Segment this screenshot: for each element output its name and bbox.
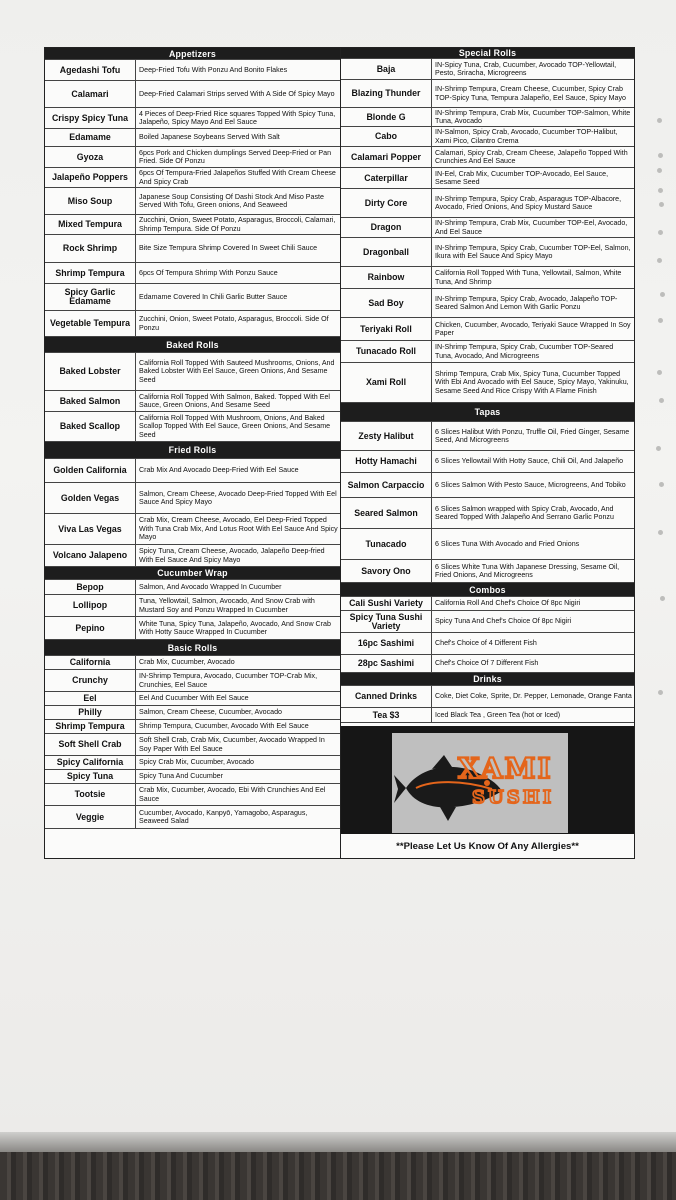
item-description: Coke, Diet Coke, Sprite, Dr. Pepper, Lemonade, Orange Fanta	[435, 692, 632, 701]
item-description: IN-Shrimp Tempura, Avocado, Cucumber TOP-Crab Mix, Crunchies, Eel Sauce	[139, 672, 318, 689]
item-name: California	[45, 656, 136, 669]
item-name: Pepino	[45, 617, 136, 639]
menu-item-calamari	[45, 81, 340, 108]
item-name: Eel	[45, 692, 136, 705]
menu-item-jalape-o-poppers	[45, 168, 340, 188]
item-name: Dragonball	[341, 238, 432, 266]
item-description: IN-Salmon, Spicy Crab, Avocado, Cucumber TOP-Halibut, Xami Pico, Cilantro Crema	[435, 128, 618, 145]
menu-item-zesty-halibut	[341, 422, 634, 451]
item-description: Shrimp Tempura, Crab Mix, Spicy Tuna, Cucumber Topped With Ebi And Avocado with Eel Sauce, Spicy Mayo, Yakinuku, Sesame Seed And Rice Crispy With A Flame Finish	[435, 369, 629, 395]
item-description: Calamari, Spicy Crab, Cream Cheese, Jalapeño Topped With Crunchies And Eel Sauce	[435, 148, 628, 165]
item-description: California Roll And Chef's Choice Of 8pc Nigiri	[435, 599, 581, 608]
menu-table	[44, 47, 635, 859]
menu-item-soft-shell-crab	[45, 734, 340, 756]
menu-item-tunacado	[341, 529, 634, 560]
menu-item-california	[45, 656, 340, 670]
item-description: IN-Shrimp Tempura, Spicy Crab, Asparagus TOP-Albacore, Avocado, Fried Onions, And Spicy Mustard Sauce	[435, 194, 622, 211]
allergy-note: **Please Let Us Know Of Any Allergies**	[396, 840, 579, 852]
section-header-baked-rolls: Baked Rolls	[45, 337, 340, 353]
section-header-tapas: Tapas	[341, 403, 634, 422]
section-header-combos: Combos	[341, 583, 634, 597]
menu-item-baked-scallop	[45, 412, 340, 442]
menu-item-salmon-carpaccio	[341, 473, 634, 498]
menu-item-tunacado-roll	[341, 341, 634, 363]
item-description: 6 Slices Salmon With Pesto Sauce, Microgreens, And Tobiko	[435, 480, 626, 489]
item-name: Shrimp Tempura	[45, 263, 136, 283]
menu-item-seared-salmon	[341, 498, 634, 529]
menu-item-crispy-spicy-tuna	[45, 108, 340, 129]
item-description: IN-Shrimp Tempura, Spicy Crab, Cucumber TOP-Seared Tuna, Avocado, And Microgreens	[435, 343, 614, 360]
item-description: Salmon, Cream Cheese, Cucumber, Avocado	[139, 708, 282, 717]
item-name: Canned Drinks	[341, 686, 432, 707]
item-name: Golden Vegas	[45, 483, 136, 513]
menu-item-baked-salmon	[45, 391, 340, 412]
xami-sushi-logo	[392, 733, 568, 833]
menu-item-edamame	[45, 129, 340, 147]
menu-item-caterpillar	[341, 168, 634, 189]
menu-item-savory-ono	[341, 560, 634, 583]
menu-item-baja	[341, 59, 634, 80]
logo-background	[392, 733, 568, 833]
menu-item-rainbow	[341, 267, 634, 289]
item-description: Crab Mix, Cucumber, Avocado, Ebi With Crunchies And Eel Sauce	[139, 786, 326, 803]
section-header-basic-rolls: Basic Rolls	[45, 640, 340, 656]
menu-item-philly	[45, 706, 340, 720]
item-description: Deep-Fried Tofu With Ponzu And Bonito Flakes	[139, 65, 288, 74]
menu-item-vegetable-tempura	[45, 311, 340, 337]
menu-item-lollipop	[45, 595, 340, 617]
menu-item-dragonball	[341, 238, 634, 267]
item-name: Tea $3	[341, 708, 432, 722]
item-name: Crunchy	[45, 670, 136, 691]
item-name: Philly	[45, 706, 136, 719]
item-name: Crispy Spicy Tuna	[45, 108, 136, 128]
item-name: Volcano Jalapeno	[45, 545, 136, 566]
item-description: Iced Black Tea , Green Tea (hot or Iced)	[435, 710, 561, 719]
item-name: Baked Salmon	[45, 391, 136, 411]
item-name: Dirty Core	[341, 189, 432, 217]
item-name: Sad Boy	[341, 289, 432, 317]
item-description: IN-Shrimp Tempura, Spicy Crab, Avocado, Jalapeño TOP-Seared Salmon And Lemon With Garlic Ponzu	[435, 294, 618, 311]
item-description: California Roll Topped With Tuna, Yellowtail, Salmon, White Tuna, And Shrimp	[435, 269, 622, 286]
item-description: California Roll Topped With Salmon, Baked. Topped With Eel Sauce, Green Onions, And Sesame Seed	[139, 392, 330, 409]
item-description: Crab Mix And Avocado Deep-Fried With Eel Sauce	[139, 466, 299, 475]
item-name: Baja	[341, 59, 432, 79]
item-description: Spicy Crab Mix, Cucumber, Avocado	[139, 758, 254, 767]
item-description: Salmon, Cream Cheese, Avocado Deep-Fried Topped With Eel Sauce And Spicy Mayo	[139, 489, 337, 506]
menu-item-cali-sushi-variety	[341, 597, 634, 611]
item-name: Spicy Tuna	[45, 770, 136, 783]
item-description: Bite Size Tempura Shrimp Covered In Sweet Chili Sauce	[139, 244, 318, 253]
menu-item-eel	[45, 692, 340, 706]
item-description: Salmon, And Avocado Wrapped In Cucumber	[139, 582, 282, 591]
paper-edge	[0, 1132, 676, 1152]
item-description: 6 Slices Halibut With Ponzu, Truffle Oil, Fried Ginger, Sesame Seed, And Microgreens	[435, 427, 630, 444]
item-description: Edamame Covered In Chili Garlic Butter Sauce	[139, 292, 288, 301]
menu-item-shrimp-tempura	[45, 720, 340, 734]
menu-item-tootsie	[45, 784, 340, 806]
logo-panel	[341, 726, 634, 834]
menu-item-spicy-garlic-edamame	[45, 284, 340, 311]
item-name: Jalapeño Poppers	[45, 168, 136, 187]
item-name: Teriyaki Roll	[341, 318, 432, 340]
menu-item-28pc-sashimi	[341, 655, 634, 673]
item-description: Spicy Tuna And Cucumber	[139, 772, 223, 781]
item-name: Mixed Tempura	[45, 215, 136, 234]
item-description: 6pcs Of Tempura Shrimp With Ponzu Sauce	[139, 268, 278, 277]
item-description: IN-Shrimp Tempura, Crab Mix, Cucumber TOP-Salmon, White Tuna, Avocado	[435, 108, 631, 125]
item-description: 6 Slices White Tuna With Japanese Dressing, Sesame Oil, Fried Onions, And Microgreens	[435, 562, 620, 579]
item-name: Baked Scallop	[45, 412, 136, 441]
item-description: 6pcs Of Tempura-Fried Jalapeños Stuffed With Cream Cheese And Spicy Crab	[139, 169, 336, 186]
floor-background	[0, 1152, 676, 1200]
menu-item-shrimp-tempura	[45, 263, 340, 284]
item-description: 4 Pieces of Deep-Fried Rice squares Topped With Spicy Tuna, Jalapeño, Spicy Mayo And Eel Sauce	[139, 109, 336, 126]
item-name: Tunacado	[341, 529, 432, 559]
item-description: IN-Shrimp Tempura, Cream Cheese, Cucumber, Spicy Crab TOP-Spicy Tuna, Tempura Jalapeño, Eel Sauce, Spicy Mayo	[435, 85, 626, 102]
menu-column-left	[45, 48, 341, 858]
item-description: California Roll Topped With Mushroom, Onions, And Baked Scallop Topped With Eel Sauce, Green Onions, And Sesame Seed	[139, 413, 331, 439]
item-description: IN-Shrimp Tempura, Crab Mix, Cucumber TOP-Eel, Avocado, And Eel Sauce	[435, 219, 628, 236]
menu-item-blazing-thunder	[341, 80, 634, 108]
item-name: Bepop	[45, 580, 136, 594]
menu-item-spicy-tuna-sushi-variety	[341, 611, 634, 633]
item-name: 28pc Sashimi	[341, 655, 432, 672]
menu-item-xami-roll	[341, 363, 634, 403]
menu-item-spicy-california	[45, 756, 340, 770]
menu-item-hotty-hamachi	[341, 451, 634, 473]
menu-item-miso-soup	[45, 188, 340, 215]
item-name: Edamame	[45, 129, 136, 146]
menu-item-dragon	[341, 218, 634, 238]
item-name: Agedashi Tofu	[45, 60, 136, 80]
item-name: Cali Sushi Variety	[341, 597, 432, 610]
item-description: Soft Shell Crab, Crab Mix, Cucumber, Avocado Wrapped In Soy Paper With Eel Sauce	[139, 736, 325, 753]
item-name: Salmon Carpaccio	[341, 473, 432, 497]
item-name: Baked Lobster	[45, 353, 136, 390]
menu-item-rock-shrimp	[45, 235, 340, 263]
item-description: IN-Eel, Crab Mix, Cucumber TOP-Avocado, Eel Sauce, Sesame Seed	[435, 169, 609, 186]
item-name: Hotty Hamachi	[341, 451, 432, 472]
item-description: Chicken, Cucumber, Avocado, Teriyaki Sauce Wrapped In Soy Paper	[435, 320, 631, 337]
item-name: Calamari	[45, 81, 136, 107]
item-name: Spicy Tuna Sushi Variety	[341, 611, 432, 632]
menu-item-volcano-jalapeno	[45, 545, 340, 567]
item-name: Miso Soup	[45, 188, 136, 214]
item-name: Blonde G	[341, 108, 432, 126]
item-name: Shrimp Tempura	[45, 720, 136, 733]
section-header-appetizers: Appetizers	[45, 48, 340, 60]
item-name: Tunacado Roll	[341, 341, 432, 362]
item-name: Veggie	[45, 806, 136, 828]
menu-item-teriyaki-roll	[341, 318, 634, 341]
item-description: Zucchini, Onion, Sweet Potato, Asparagus, Broccoli, Calamari, Shrimp Tempura. Side Of Ponzu	[139, 216, 336, 233]
item-description: Chef's Choice Of 7 Different Fish	[435, 659, 539, 668]
section-header-fried-rolls: Fried Rolls	[45, 442, 340, 459]
section-header-special-rolls: Special Rolls	[341, 48, 634, 59]
item-description: Crab Mix, Cucumber, Avocado	[139, 658, 235, 667]
item-name: Tootsie	[45, 784, 136, 805]
menu-item-dirty-core	[341, 189, 634, 218]
menu-item-mixed-tempura	[45, 215, 340, 235]
menu-item-spicy-tuna	[45, 770, 340, 784]
item-description: Japanese Soup Consisting Of Dashi Stock And Miso Paste Served With Tofu, Green onions, And Seaweed	[139, 192, 324, 209]
item-description: Spicy Tuna, Cream Cheese, Avocado, Jalapeño Deep-fried With Eel Sauce And Spicy Mayo	[139, 547, 325, 564]
item-description: IN-Spicy Tuna, Crab, Cucumber, Avocado TOP-Yellowtail, Pesto, Sriracha, Microgreens	[435, 60, 617, 77]
menu-item-16pc-sashimi	[341, 633, 634, 655]
item-name: 16pc Sashimi	[341, 633, 432, 654]
item-description: California Roll Topped With Sauteed Mushrooms, Onions, And Baked Lobster With Eel Sauce, Green Onions, And Sesame Seed	[139, 358, 335, 384]
item-name: Golden California	[45, 459, 136, 482]
item-name: Viva Las Vegas	[45, 514, 136, 544]
menu-item-veggie	[45, 806, 340, 829]
item-name: Calamari Popper	[341, 147, 432, 167]
menu-item-canned-drinks	[341, 686, 634, 708]
section-header-drinks: Drinks	[341, 673, 634, 686]
item-name: Gyoza	[45, 147, 136, 167]
item-name: Soft Shell Crab	[45, 734, 136, 755]
section-header-cucumber-wrap: Cucumber Wrap	[45, 567, 340, 580]
menu-item-bepop	[45, 580, 340, 595]
item-description: Deep-Fried Calamari Strips served With A Side Of Spicy Mayo	[139, 89, 335, 98]
menu-item-golden-california	[45, 459, 340, 483]
logo-word-xami: XAMI	[458, 752, 553, 785]
item-name: Spicy Garlic Edamame	[45, 284, 136, 310]
item-name: Seared Salmon	[341, 498, 432, 528]
menu-item-crunchy	[45, 670, 340, 692]
menu-item-agedashi-tofu	[45, 60, 340, 81]
menu-item-tea-3	[341, 708, 634, 723]
item-name: Xami Roll	[341, 363, 432, 402]
menu-item-viva-las-vegas	[45, 514, 340, 545]
item-description: Spicy Tuna And Chef's Choice Of 8pc Nigiri	[435, 617, 572, 626]
item-name: Savory Ono	[341, 560, 432, 582]
menu-item-blonde-g	[341, 108, 634, 127]
menu-item-pepino	[45, 617, 340, 640]
item-description: Crab Mix, Cream Cheese, Avocado, Eel Deep-Fried Topped With Tuna Crab Mix, And Lotus Root With Eel Sauce And Spicy Mayo	[139, 516, 338, 542]
item-name: Rainbow	[341, 267, 432, 288]
menu-item-calamari-popper	[341, 147, 634, 168]
item-description: Chef's Choice of 4 Different Fish	[435, 639, 537, 648]
item-description: 6 Slices Tuna With Avocado and Fried Onions	[435, 539, 580, 548]
item-name: Cabo	[341, 127, 432, 146]
item-name: Zesty Halibut	[341, 422, 432, 450]
menu-item-golden-vegas	[45, 483, 340, 514]
item-description: White Tuna, Spicy Tuna, Jalapeño, Avocado, And Snow Crab With Hotty Sauce Wrapped In Cucumber	[139, 619, 331, 636]
item-description: Cucumber, Avocado, Kanpyō, Yamagobo, Asparagus, Seaweed Salad	[139, 808, 308, 825]
logo-word-sushi: SUSHI	[472, 787, 555, 808]
item-name: Vegetable Tempura	[45, 311, 136, 336]
item-description: Tuna, Yellowtail, Salmon, Avocado, And Snow Crab with Mustard Soy and Ponzu Wrapped In Cucumber	[139, 597, 315, 614]
item-name: Caterpillar	[341, 168, 432, 188]
menu-item-sad-boy	[341, 289, 634, 318]
item-name: Spicy California	[45, 756, 136, 769]
item-description: IN-Shrimp Tempura, Spicy Crab, Cucumber TOP-Eel, Salmon, Ikura with Eel Sauce And Spicy Mayo	[435, 243, 631, 260]
item-name: Lollipop	[45, 595, 136, 616]
item-name: Dragon	[341, 218, 432, 237]
item-description: Eel And Cucumber With Eel Sauce	[139, 694, 249, 703]
item-name: Rock Shrimp	[45, 235, 136, 262]
menu-item-baked-lobster	[45, 353, 340, 391]
item-description: 6 Slices Yellowtail With Hotty Sauce, Chili Oil, And Jalapeño	[435, 457, 624, 466]
item-description: Shrimp Tempura, Cucumber, Avocado With Eel Sauce	[139, 722, 309, 731]
menu-item-cabo	[341, 127, 634, 147]
item-description: Zucchini, Onion, Sweet Potato, Asparagus, Broccoli. Side Of Ponzu	[139, 315, 329, 332]
menu-item-gyoza	[45, 147, 340, 168]
item-description: Boiled Japanese Soybeans Served With Salt	[139, 133, 280, 142]
item-name: Blazing Thunder	[341, 80, 432, 107]
item-description: 6pcs Pork and Chicken dumplings Served Deep-Fried or Pan Fried. Side Of Ponzu	[139, 148, 332, 165]
item-description: 6 Slices Salmon wrapped with Spicy Crab, Avocado, And Seared Topped With Jalapeño And Serrano Garlic Ponzu	[435, 504, 614, 521]
